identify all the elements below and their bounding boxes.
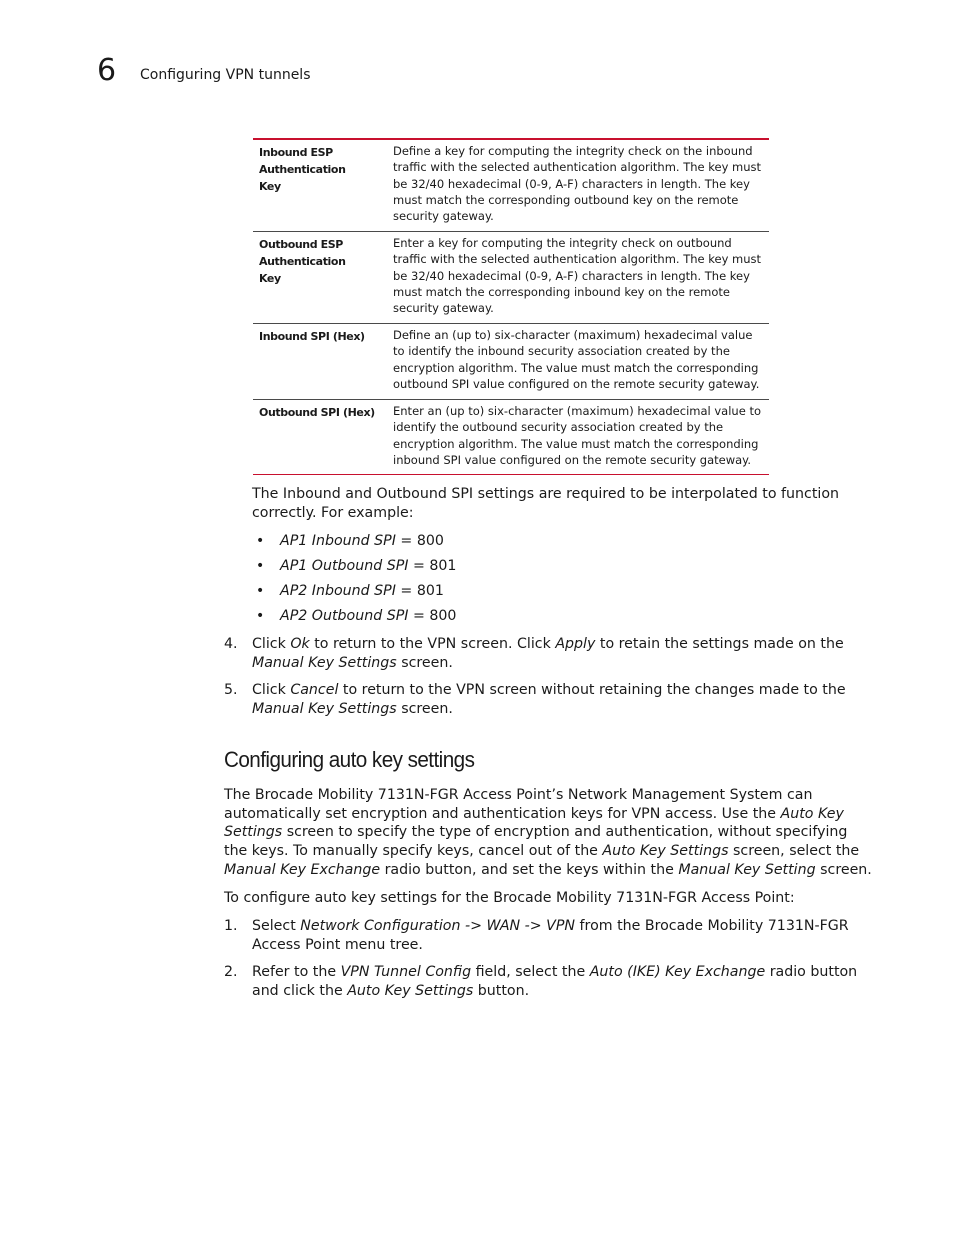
step-text: Select Network Configuration -> WAN -> VPN from the Brocade Mobility 7131N-FGR Access Point menu tree. (252, 918, 849, 953)
step-text: Click Ok to return to the VPN screen. Click Apply to retain the settings made on the Manual Key Settings screen. (252, 636, 844, 671)
spi-note: The Inbound and Outbound SPI settings are required to be interpolated to function correctly. For example: (252, 486, 840, 521)
step-text: Refer to the VPN Tunnel Config field, select the Auto (IKE) Key Exchange radio button and click the Auto Key Settings button. (252, 964, 858, 999)
table-definition: Enter a key for computing the integrity check on outbound traffic with the selected authentication algorithm. The key must be 32/40 hexadecimal (0-9, A-F) characters in length. The key must match the corresponding inbound key on the remote security gateway. (393, 236, 762, 316)
section-intro: The Brocade Mobility 7131N-FGR Access Point’s Network Management System can automatically set encryption and authentication keys for VPN access. Use the Auto Key Settings screen to specify the type of encryption and authentication, without specifying the keys. To manually specify keys, cancel out of the Auto Key Settings screen, select the Manual Key Exchange radio button, and set the keys within the Manual Key Setting screen. (224, 787, 872, 878)
chapter-title: Configuring VPN tunnels (140, 67, 311, 83)
bullet-icon: • (256, 583, 265, 599)
table-definition: Define an (up to) six-character (maximum) hexadecimal value to identify the inbound security association created by the encryption algorithm. The value must match the corresponding outbound SPI value configured on the remote security gateway. (393, 328, 760, 391)
table-row (253, 231, 769, 323)
table-row (253, 140, 769, 231)
step-number: 4. (224, 636, 238, 652)
bullet-icon: • (256, 533, 265, 549)
table-term: Inbound SPI (Hex) (259, 330, 365, 343)
section-lead: To configure auto key settings for the Brocade Mobility 7131N-FGR Access Point: (224, 890, 795, 906)
table-row (253, 399, 769, 474)
step-text: Click Cancel to return to the VPN screen without retaining the changes made to the Manual Key Settings screen. (252, 682, 846, 717)
section-heading: Configuring auto key settings (224, 747, 475, 772)
step-number: 5. (224, 682, 238, 698)
chapter-number: 6 (97, 53, 117, 88)
parameter-table (253, 138, 769, 475)
table-definition: Enter an (up to) six-character (maximum) hexadecimal value to identify the outbound security association created by the encryption algorithm. The value must match the corresponding inbound SPI value configured on the remote security gateway. (393, 404, 761, 467)
table-term: Outbound SPI (Hex) (259, 406, 375, 419)
table-definition: Define a key for computing the integrity check on the inbound traffic with the selected authentication algorithm. The key must be 32/40 hexadecimal (0-9, A-F) characters in length. The key must match the corresponding outbound key on the remote security gateway. (393, 144, 762, 224)
step-number: 2. (224, 964, 238, 980)
table-term: Outbound ESP Authentication Key (259, 238, 346, 285)
table-row (253, 323, 769, 399)
bullet-icon: • (256, 608, 265, 624)
step-number: 1. (224, 918, 238, 934)
bullet-icon: • (256, 558, 265, 574)
table-term: Inbound ESP Authentication Key (259, 146, 346, 193)
